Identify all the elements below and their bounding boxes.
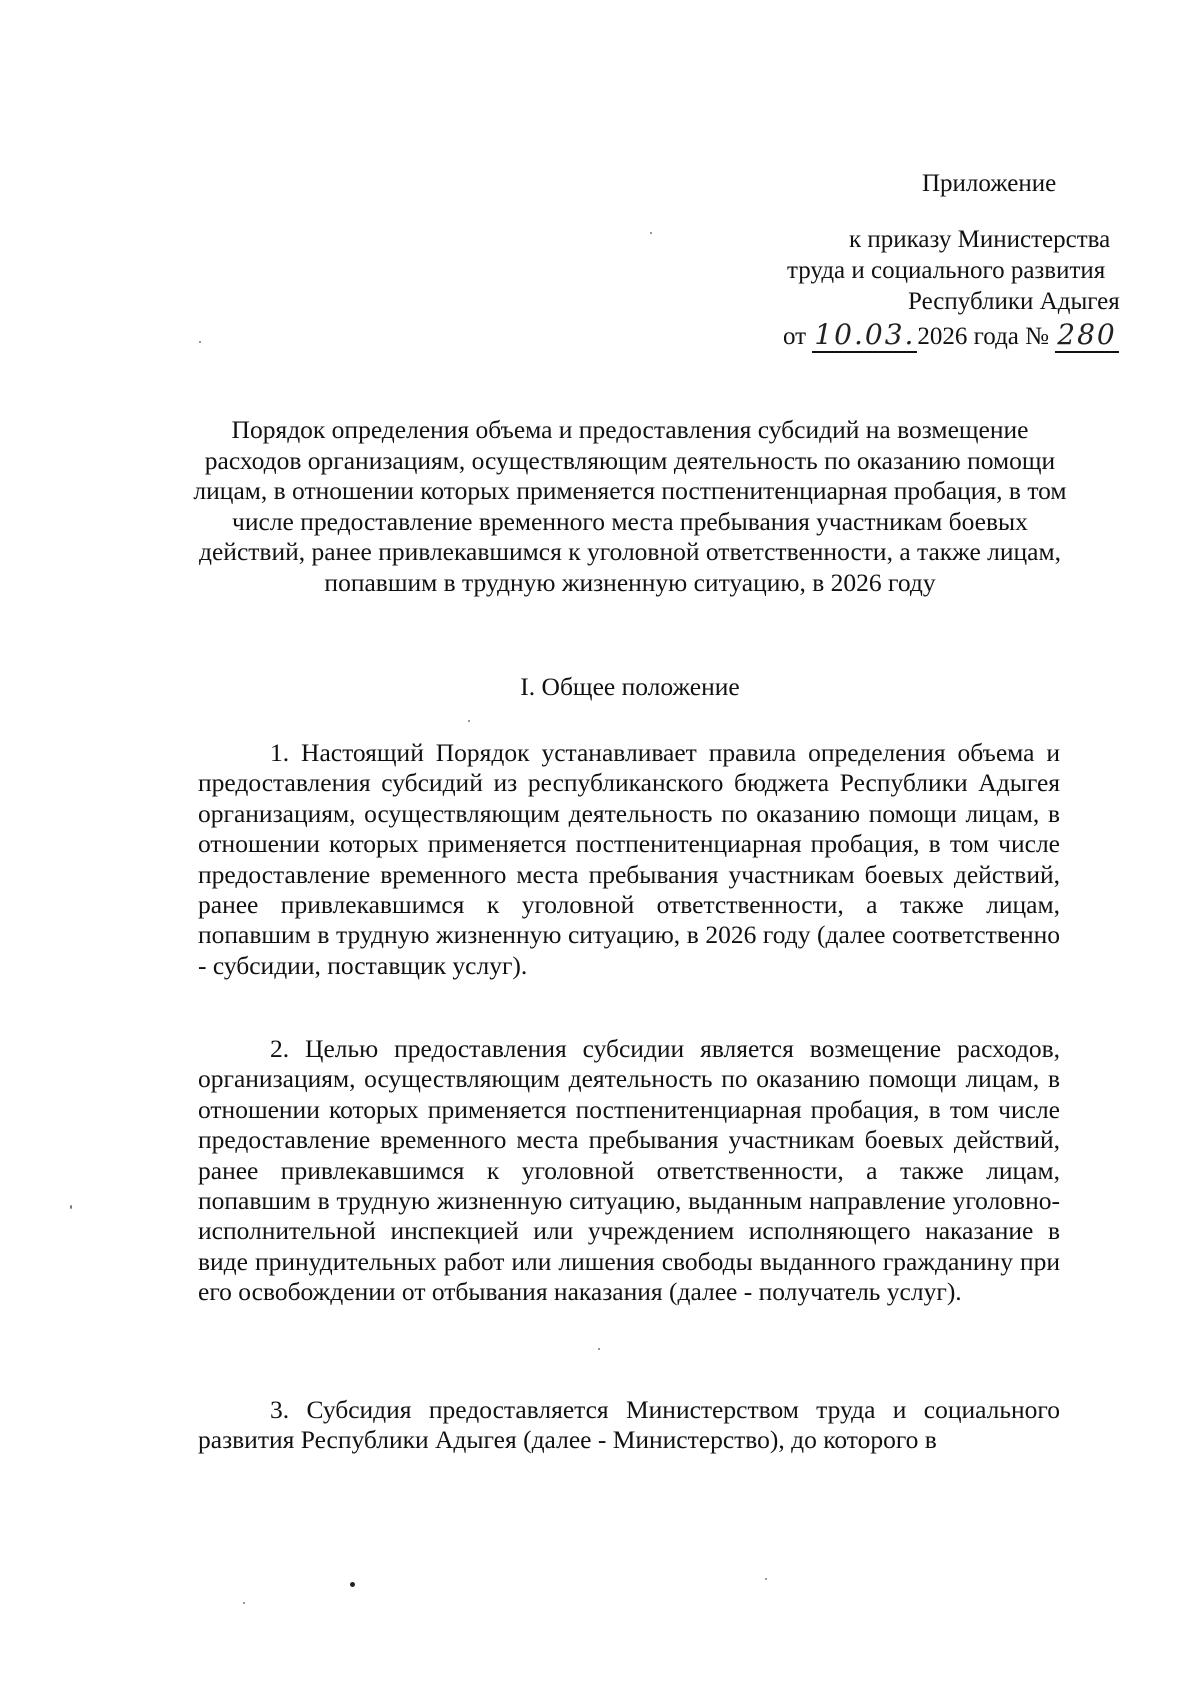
paragraph-text: 2. Целью предоставления субсидии является возмещение расходов, организациям, осуществляющим деятельность по оказанию помощи лицам, в отношении которых применяется постпенитенциарная пробация, в том числе предоставление временного места пребывания участникам боевых действий, ранее привлекавшимся к уголовной ответственности, а также лицам, попавшим в трудную жизненную ситуацию, выданным направление уголовно-исполнительной инспекцией или учреждением исполняющего наказание в виде принудительных работ или лишения свободы выданного гражданину при его освобождении от отбывания наказания (далее - получатель услуг). [198, 1034, 1060, 1307]
appendix-line-3: Республики Адыгея [908, 288, 1120, 315]
paragraph-text: 1. Настоящий Порядок устанавливает правила определения объема и предоставления субсидий из республиканского бюджета Республики Адыгея организациям, осуществляющим деятельность по оказанию помощи лицам, в отношении которых применяется постпенитенциарная пробация, в том числе предоставление временного места пребывания участникам боевых действий, ранее привлекавшимся к уголовной ответственности, а также лицам, попавшим в трудную жизненную ситуацию, в 2026 году (далее соответственно - субсидии, поставщик услуг). [198, 738, 1060, 980]
scan-speck [70, 1205, 72, 1209]
paragraph-3 [198, 1395, 1060, 1456]
scan-speck [598, 1348, 600, 1350]
scan-speck [650, 232, 652, 234]
scan-speck [765, 1578, 767, 1580]
handwritten-number: 280 [1057, 318, 1117, 351]
section-heading: I. Общее положение [520, 672, 740, 701]
date-prefix: от [783, 323, 807, 350]
appendix-title: Приложение [922, 170, 1057, 197]
handwritten-date: 10.03. [814, 318, 916, 351]
paragraph-1 [198, 738, 1060, 981]
appendix-line-1: к приказу Министерства [849, 226, 1111, 253]
document-title: Порядок определения объема и предоставления субсидий на возмещение расходов организациям, осуществляющим деятельность по оказанию помощи лицам, в отношении которых применяется постпенитенциарная пробация, в том числе предоставление временного места пребывания участникам боевых действий, ранее привлекавшимся к уголовной ответственности, а также лицам, попавшим в трудную жизненную ситуацию, в 2026 году [193, 415, 1067, 597]
date-suffix: 2026 года № [917, 323, 1050, 350]
scan-speck [350, 1582, 355, 1587]
appendix-line-2: труда и социального развития [787, 257, 1106, 284]
scan-speck [243, 1602, 245, 1604]
paragraph-text: 3. Субсидия предоставляется Министерством труда и социального развития Республики Адыгея (далее - Министерство), до которого в [198, 1395, 1060, 1455]
paragraph-2 [198, 1034, 1060, 1308]
scan-speck [468, 720, 470, 722]
scan-speck [199, 341, 201, 343]
appendix-date-line [783, 318, 1119, 353]
